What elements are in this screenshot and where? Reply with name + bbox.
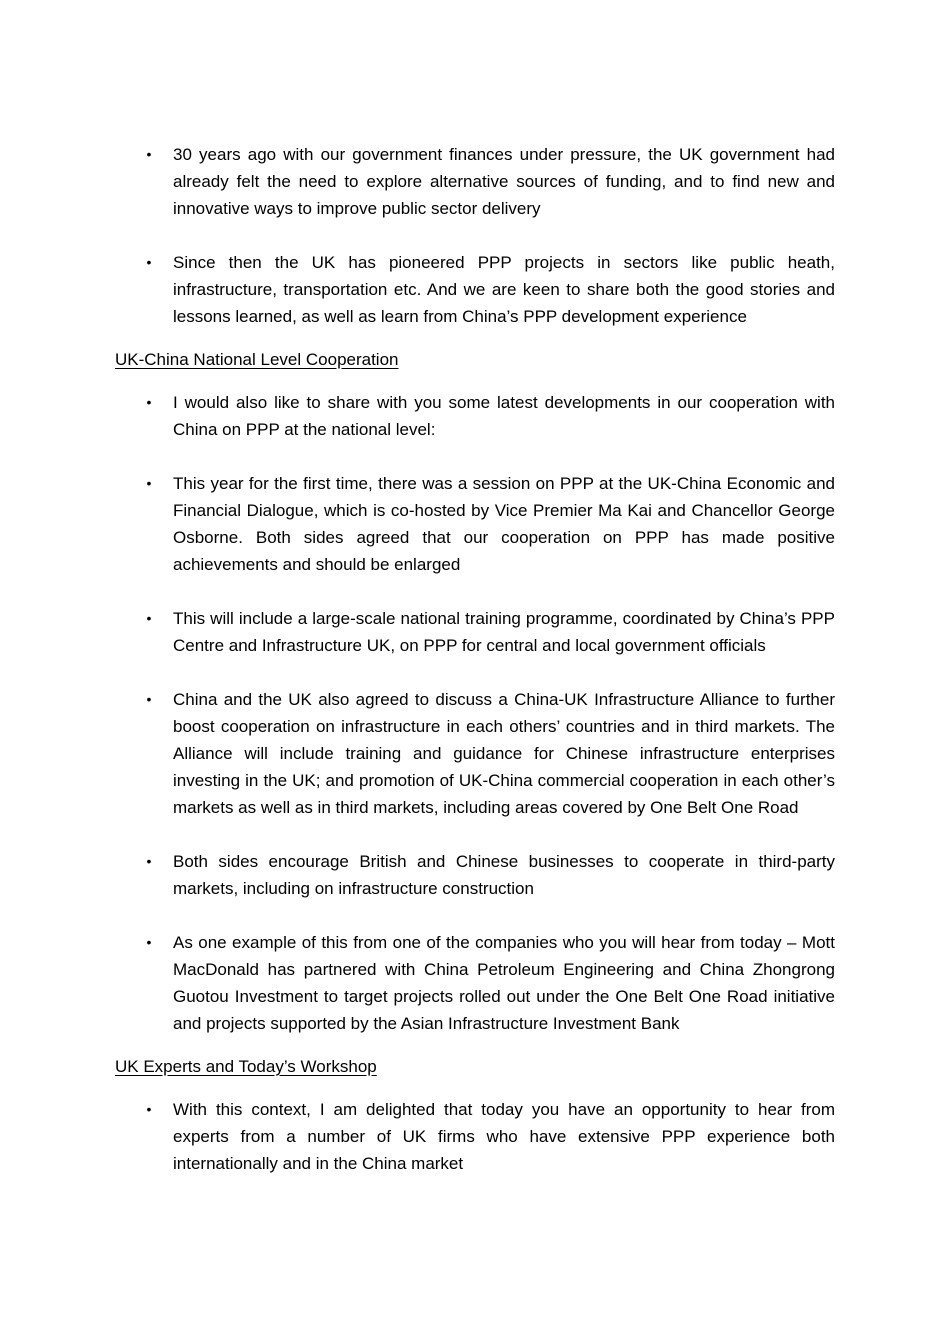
bullet-icon: • bbox=[146, 691, 152, 707]
national-bullet-list bbox=[115, 389, 835, 1037]
bullet-icon: • bbox=[146, 394, 152, 410]
list-item bbox=[115, 141, 835, 222]
bullet-icon: • bbox=[146, 146, 152, 162]
list-item bbox=[115, 686, 835, 821]
bullet-text: Since then the UK has pioneered PPP projects in sectors like public heath, infrastructure, transportation etc. And we are keen to share both the good stories and lessons learned, as well as learn from China’s PPP development experience bbox=[173, 253, 835, 326]
list-item bbox=[115, 470, 835, 578]
bullet-text: I would also like to share with you some latest developments in our cooperation with China on PPP at the national level: bbox=[173, 393, 835, 439]
bullet-text: China and the UK also agreed to discuss a China-UK Infrastructure Alliance to further boost cooperation on infrastructure in each others’ countries and in third markets. The Alliance will include training and guidance for Chinese infrastructure enterprises investing in the UK; and promotion of UK-China commercial cooperation in each other’s markets as well as in third markets, including areas covered by One Belt One Road bbox=[173, 690, 835, 817]
section-heading-workshop: UK Experts and Today’s Workshop bbox=[115, 1057, 377, 1076]
bullet-icon: • bbox=[146, 475, 152, 491]
workshop-bullet-list bbox=[115, 1096, 835, 1177]
bullet-icon: • bbox=[146, 610, 152, 626]
intro-bullet-list bbox=[115, 141, 835, 330]
list-item bbox=[115, 848, 835, 902]
list-item bbox=[115, 249, 835, 330]
list-item bbox=[115, 1096, 835, 1177]
bullet-text: 30 years ago with our government finances under pressure, the UK government had already felt the need to explore alternative sources of funding, and to find new and innovative ways to improve public sector delivery bbox=[173, 145, 835, 218]
bullet-icon: • bbox=[146, 853, 152, 869]
bullet-icon: • bbox=[146, 1101, 152, 1117]
section-heading-national-cooperation: UK-China National Level Cooperation bbox=[115, 350, 399, 369]
bullet-text: This year for the first time, there was a session on PPP at the UK-China Economic and Financial Dialogue, which is co-hosted by Vice Premier Ma Kai and Chancellor George Osborne. Both sides agreed that our cooperation on PPP has made positive achievements and should be enlarged bbox=[173, 474, 835, 574]
bullet-icon: • bbox=[146, 254, 152, 270]
list-item bbox=[115, 929, 835, 1037]
bullet-text: This will include a large-scale national training programme, coordinated by China’s PPP Centre and Infrastructure UK, on PPP for central and local government officials bbox=[173, 609, 835, 655]
list-item bbox=[115, 389, 835, 443]
bullet-text: With this context, I am delighted that today you have an opportunity to hear from experts from a number of UK firms who have extensive PPP experience both internationally and in the China market bbox=[173, 1100, 835, 1173]
bullet-text: Both sides encourage British and Chinese businesses to cooperate in third-party markets, including on infrastructure construction bbox=[173, 852, 835, 898]
list-item bbox=[115, 605, 835, 659]
bullet-icon: • bbox=[146, 934, 152, 950]
document-body bbox=[115, 141, 835, 1193]
bullet-text: As one example of this from one of the companies who you will hear from today – Mott MacDonald has partnered with China Petroleum Engineering and China Zhongrong Guotou Investment to target projects rolled out under the One Belt One Road initiative and projects supported by the Asian Infrastructure Investment Bank bbox=[173, 933, 835, 1033]
